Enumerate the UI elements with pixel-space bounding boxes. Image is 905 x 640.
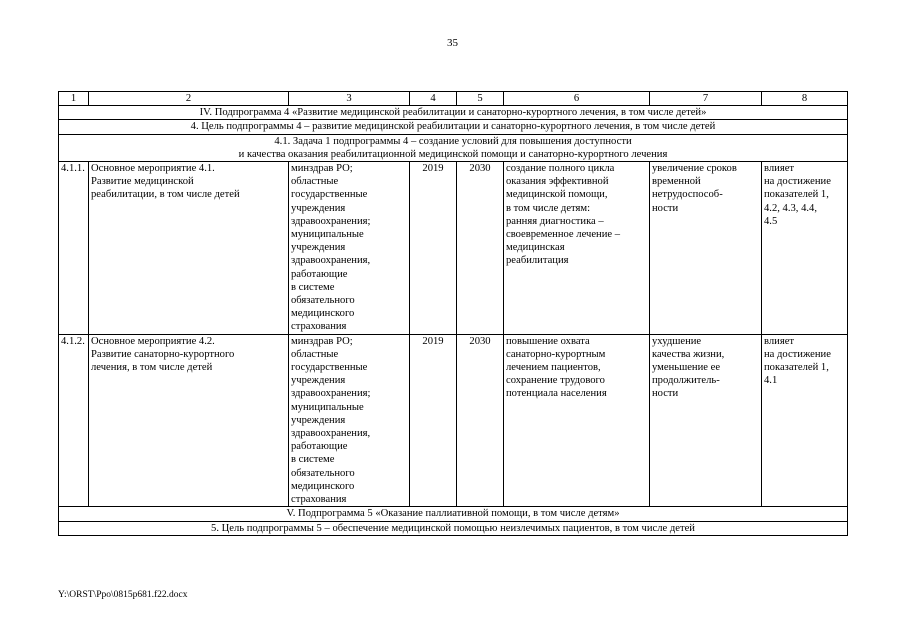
text-line: здравоохранения;: [291, 215, 371, 227]
text-line: лечением пациентов,: [506, 362, 601, 374]
text-line: государственные: [291, 189, 368, 201]
text-line: на достижение: [764, 176, 831, 188]
text-line: муниципальные: [291, 229, 364, 241]
text-line: учреждения: [291, 375, 346, 387]
goal-5-title: 5. Цель подпрограммы 5 – обеспечение медицинской помощью неизлечимых пациентов, в том числе детей: [59, 521, 848, 535]
text-line: медицинская: [506, 242, 565, 254]
text-line: качества жизни,: [652, 348, 725, 360]
text-line: нетрудоспособ-: [652, 189, 723, 201]
table-row: [59, 334, 848, 507]
end-year: 2030: [457, 162, 504, 335]
task-4-1-title: [59, 134, 848, 161]
goal-5-row: [59, 521, 848, 535]
text-line: лечения, в том числе детей: [91, 362, 213, 374]
start-year: 2019: [410, 162, 457, 335]
text-line: оказания эффективной: [506, 176, 609, 188]
text-line: ухудшение: [652, 335, 702, 347]
text-line: работающие: [291, 441, 348, 453]
col-number-1: 1: [59, 92, 89, 106]
text-line: Развитие медицинской: [91, 176, 194, 188]
measure-name: [89, 334, 289, 507]
subprogram-4-row: [59, 106, 848, 120]
text-line: влияет: [764, 163, 795, 175]
text-line: минздрав РО;: [291, 163, 353, 175]
col-number-6: 6: [504, 92, 650, 106]
text-line: сохранение трудового: [506, 375, 605, 387]
subprogram-5-row: [59, 507, 848, 521]
text-line: ности: [652, 202, 679, 214]
row-number: 4.1.1.: [59, 162, 89, 335]
task-4-1-line-2: и качества оказания реабилитационной медицинской помощи и санаторно-курортного лечения: [238, 148, 668, 160]
table-row: [59, 162, 848, 335]
text-line: здравоохранения,: [291, 255, 371, 267]
text-line: на достижение: [764, 348, 831, 360]
text-line: учреждения: [291, 242, 346, 254]
text-line: уменьшение ее: [652, 362, 721, 374]
text-line: Развитие санаторно-курортного: [91, 348, 235, 360]
non-implementation-consequences: [650, 162, 762, 335]
subprogram-5-title: V. Подпрограмма 5 «Оказание паллиативной помощи, в том числе детям»: [59, 507, 848, 521]
text-line: повышение охвата: [506, 335, 590, 347]
expected-result: [504, 162, 650, 335]
text-line: учреждения: [291, 202, 346, 214]
program-table: [58, 91, 848, 536]
text-line: ности: [652, 388, 679, 400]
text-line: областные: [291, 348, 339, 360]
start-year: 2019: [410, 334, 457, 507]
subprogram-4-title: IV. Подпрограмма 4 «Развитие медицинской реабилитации и санаторно-курортного лечения, в том числе детей»: [59, 106, 848, 120]
document-path: Y:\ORST\Ppo\0815p681.f22.docx: [58, 590, 188, 600]
task-4-1-line-1: 4.1. Задача 1 подпрограммы 4 – создание условий для повышения доступности: [274, 135, 632, 147]
text-line: государственные: [291, 362, 368, 374]
task-4-1-row: [59, 134, 848, 161]
col-number-4: 4: [410, 92, 457, 106]
indicator-link: [762, 162, 848, 335]
text-line: Основное мероприятие 4.2.: [91, 335, 215, 347]
measure-name: [89, 162, 289, 335]
text-line: медицинского: [291, 480, 355, 492]
text-line: обязательного: [291, 467, 355, 479]
goal-4-title: 4. Цель подпрограммы 4 – развитие медицинской реабилитации и санаторно-курортного лечения, в том числе детей: [59, 120, 848, 134]
text-line: влияет: [764, 335, 795, 347]
text-line: потенциала населения: [506, 388, 607, 400]
text-line: своевременное лечение –: [506, 229, 621, 241]
text-line: ранняя диагностика –: [506, 215, 604, 227]
text-line: реабилитация: [506, 255, 569, 267]
text-line: увеличение сроков: [652, 163, 737, 175]
non-implementation-consequences: [650, 334, 762, 507]
text-line: показателей 1,: [764, 362, 829, 374]
text-line: показателей 1,: [764, 189, 829, 201]
text-line: учреждения: [291, 414, 346, 426]
col-number-2: 2: [89, 92, 289, 106]
text-line: в том числе детям:: [506, 202, 591, 214]
text-line: медицинской помощи,: [506, 189, 608, 201]
text-line: реабилитации, в том числе детей: [91, 189, 240, 201]
col-number-3: 3: [289, 92, 410, 106]
text-line: в системе: [291, 281, 335, 293]
goal-4-row: [59, 120, 848, 134]
text-line: обязательного: [291, 295, 355, 307]
col-number-5: 5: [457, 92, 504, 106]
text-line: продолжитель-: [652, 375, 720, 387]
text-line: в системе: [291, 454, 335, 466]
page-number: 35: [447, 37, 458, 49]
text-line: работающие: [291, 268, 348, 280]
column-number-row: [59, 92, 848, 106]
text-line: страхования: [291, 321, 347, 333]
text-line: создание полного цикла: [506, 163, 615, 175]
text-line: областные: [291, 176, 339, 188]
text-line: санаторно-курортным: [506, 348, 606, 360]
text-line: минздрав РО;: [291, 335, 353, 347]
indicator-link: [762, 334, 848, 507]
col-number-8: 8: [762, 92, 848, 106]
text-line: временной: [652, 176, 701, 188]
executor: [289, 334, 410, 507]
text-line: Основное мероприятие 4.1.: [91, 163, 215, 175]
executor: [289, 162, 410, 335]
col-number-7: 7: [650, 92, 762, 106]
expected-result: [504, 334, 650, 507]
text-line: здравоохранения;: [291, 388, 371, 400]
text-line: здравоохранения,: [291, 428, 371, 440]
text-line: страхования: [291, 494, 347, 506]
text-line: 4.1: [764, 375, 778, 387]
row-number: 4.1.2.: [59, 334, 89, 507]
end-year: 2030: [457, 334, 504, 507]
text-line: муниципальные: [291, 401, 364, 413]
text-line: медицинского: [291, 308, 355, 320]
text-line: 4.5: [764, 215, 778, 227]
text-line: 4.2, 4.3, 4.4,: [764, 202, 817, 214]
